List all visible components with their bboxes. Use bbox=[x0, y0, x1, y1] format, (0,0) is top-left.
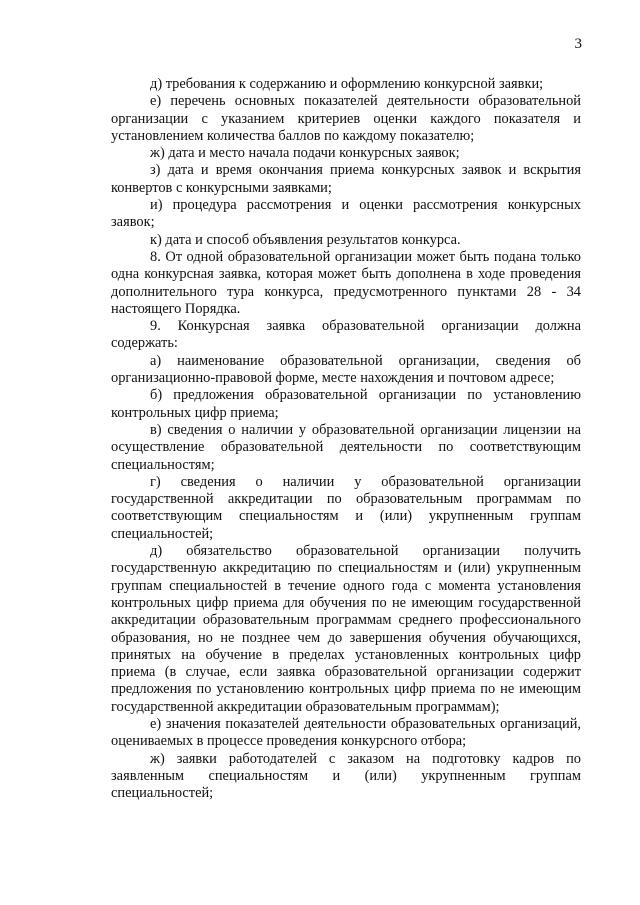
paragraph-item-d-requirements: д) требования к содержанию и оформлению конкурсной заявки; bbox=[150, 76, 544, 92]
page-number: 3 bbox=[574, 36, 582, 52]
paragraph-item-e-indicators: е) перечень основных показателей деятельности образовательной организации с указанием критериев оценки каждого показателя и установлением количества баллов по каждому показателю; bbox=[111, 93, 581, 144]
paragraph-item-a-name: а) наименование образовательной организации, сведения об организационно-правовой форме, месте нахождения и почтовом адресе; bbox=[111, 352, 581, 387]
paragraph-item-zh-employer-requests: ж) заявки работодателей с заказом на подготовку кадров по заявленным специальностям и (или) укрупненным группам специальностей; bbox=[111, 750, 581, 802]
paragraph-item-zh-start-date: ж) дата и место начала подачи конкурсных заявок; bbox=[150, 145, 460, 162]
paragraph-item-z-end-date: з) дата и время окончания приема конкурсных заявок и вскрытия конвертов с конкурсными заявками; bbox=[111, 162, 581, 196]
paragraph-item-b-proposals: б) предложения образовательной организации по установлению контрольных цифр приема; bbox=[111, 387, 581, 421]
paragraph-item-d-obligation: д) обязательство образовательной организации получить государственную аккредитацию по специальностям и (или) укрупненным группам специальностей в течение одного года с момента установления контрольных цифр приема для обучения по не имеющим государственной аккредитации образовательным программам среднего профессионального образования, но не позднее чем до завершения обучения обучающихся, принятых на обучение в пределах установленных контрольных цифр приема (в случае, если заявка образовательной организации содержит предложения по установлению контрольных цифр приема по не имеющим государственной аккредитации образовательным программам); bbox=[111, 543, 581, 715]
paragraph-clause-9: 9. Конкурсная заявка образовательной организации должна содержать: bbox=[111, 318, 581, 352]
paragraph-item-k-results: к) дата и способ объявления результатов конкурса. bbox=[150, 231, 461, 248]
document-body bbox=[111, 76, 581, 802]
paragraph-item-g-accreditation: г) сведения о наличии у образовательной организации государственной аккредитации по образовательным программам по соответствующим специальностям и (или) укрупненным группам специальностей; bbox=[111, 473, 581, 542]
paragraph-item-e-values: е) значения показателей деятельности образовательных организаций, оцениваемых в процессе проведения конкурсного отбора; bbox=[111, 715, 581, 750]
paragraph-item-v-license: в) сведения о наличии у образовательной организации лицензии на осуществление образовательной деятельности по соответствующим специальностям; bbox=[111, 421, 581, 473]
paragraph-clause-8: 8. От одной образовательной организации может быть подана только одна конкурсная заявка, которая может быть дополнена в ходе проведения дополнительного тура конкурса, предусмотренного пунктами 28 - 34 настоящего Порядка. bbox=[111, 248, 581, 317]
paragraph-item-i-procedure: и) процедура рассмотрения и оценки рассмотрения конкурсных заявок; bbox=[111, 197, 581, 231]
